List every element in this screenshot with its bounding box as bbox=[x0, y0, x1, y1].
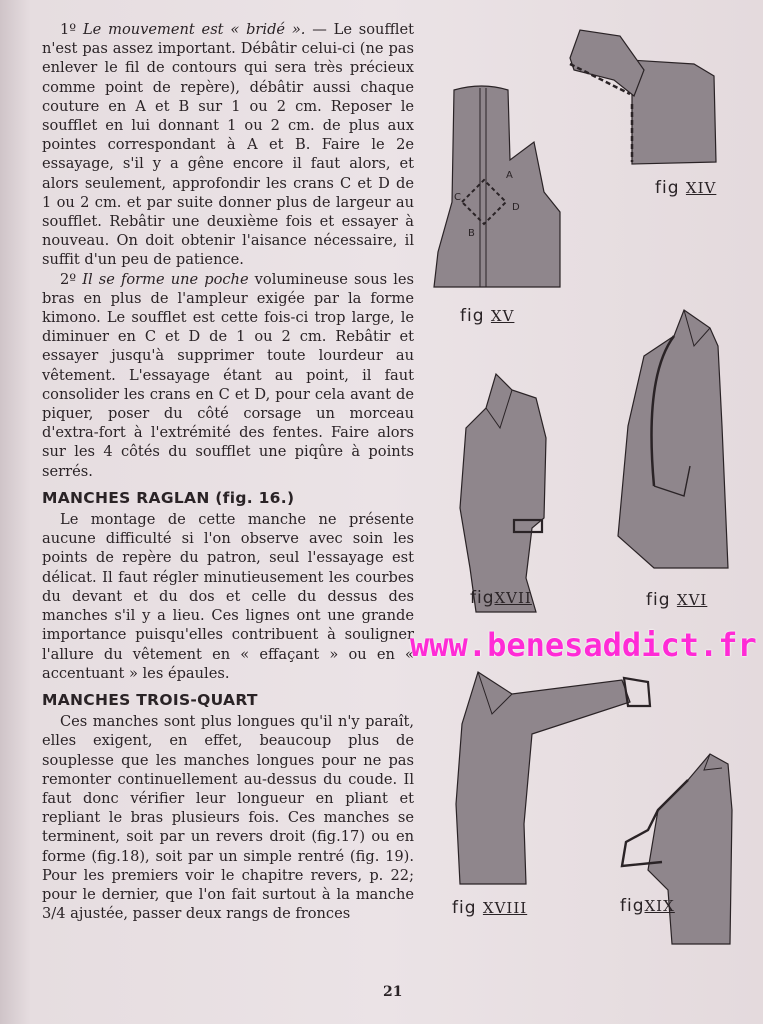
text-column bbox=[42, 20, 414, 923]
paragraph-trois-quart: Ces manches sont plus longues qu'il n'y paraît, elles exigent, en effet, beaucoup plus de souplesse que les manches longues pour ne pas remonter continuellement au-dessus du coude. Il faut donc vérifier leur longueur en pliant et repliant le bras plusieurs fois. Ces manches se terminent, soit par un revers droit (fig.17) ou en forme (fig.18), soit par un simple rentré (fig. 19). Pour les premiers voir le chapitre revers, p. 22; pour le dernier, que l'on fait surtout à la manche 3/4 ajustée, passer deux rangs de fronces bbox=[42, 713, 414, 923]
figure-15-label: fig XV bbox=[460, 306, 515, 326]
page-number: 21 bbox=[383, 984, 403, 1000]
figure-17-label: figXVII bbox=[470, 588, 532, 608]
figure-17 bbox=[456, 368, 556, 614]
paragraph-1: 1º Le mouvement est « bridé ». — Le soufflet n'est pas assez important. Débâtir celui-ci (ne pas enlever le fil de contours qui sera très précieux comme point de repère), débâtir aussi chaque couture en A et B sur 1 ou 2 cm. Reposer le soufflet en lui donnant 1 ou 2 cm. de plus aux pointes correspondant à A et B. Faire le 2e essayage, s'il y a gêne encore il faut alors, et alors seulement, approfondir les crans C et D de 1 ou 2 cm. et par suite donner plus de largeur au soufflet. Rebâtir une deuxième fois et essayer à nouveau. On doit obtenir l'aisance nécessaire, il suffit d'un peu de patience. bbox=[42, 21, 414, 269]
figure-15-point-d: D bbox=[512, 202, 520, 213]
paragraph-raglan: Le montage de cette manche ne présente aucune difficulté si l'on observe avec soin les points de repère du patron, seul l'essayage est délicat. Il faut régler minutieusement les courbes du devant et du dos et celle du dessus des manches s'il y a lieu. Ces lignes ont une grande importance puisqu'elles contribuent à souligner l'allure du vêtement en « effaçant » ou en « accentuant » les épaules. bbox=[42, 511, 414, 682]
figure-15-point-b: B bbox=[468, 228, 475, 239]
figure-19-drawing bbox=[618, 750, 738, 946]
figure-16-drawing bbox=[614, 306, 732, 570]
heading-manches-trois-quart: MANCHES TROIS-QUART bbox=[42, 690, 258, 709]
figure-19 bbox=[618, 750, 738, 946]
paragraph-2-title: Il se forme une poche bbox=[82, 270, 249, 288]
figure-14-label: fig XIV bbox=[655, 178, 717, 198]
paragraph-2: 2º Il se forme une poche volumineuse sous les bras en plus de l'ampleur exigée par la forme kimono. Le soufflet est cette fois-ci trop large, le diminuer en C et D de 1 ou 2 cm. Rebâtir et essayer jusqu'à supprimer toute lourdeur au vêtement. L'essayage étant au point, il faut consolider les crans en C et D, pour cela avant de piquer, poser du côté corsage un morceau d'extra-fort à l'extrémité des fentes. Faire alors sur les 4 côtés du soufflet une piqûre à points serrés. bbox=[42, 270, 414, 480]
paragraph-1-title: Le mouvement est « bridé ». bbox=[82, 21, 306, 38]
figure-14-drawing bbox=[562, 24, 722, 169]
figure-15-point-c: C bbox=[454, 192, 461, 203]
heading-manches-raglan: MANCHES RAGLAN (fig. 16.) bbox=[42, 488, 295, 507]
figure-14 bbox=[562, 24, 722, 169]
figure-15-drawing bbox=[432, 82, 562, 294]
figure-17-drawing bbox=[456, 368, 556, 614]
watermark: www.benesaddict.fr bbox=[410, 626, 757, 664]
figure-16 bbox=[614, 306, 732, 570]
figure-18-label: fig XVIII bbox=[452, 898, 528, 918]
figure-15-point-a: A bbox=[506, 170, 513, 181]
figure-15 bbox=[432, 82, 562, 294]
figure-16-label: fig XVI bbox=[646, 590, 708, 610]
figure-19-label: figXIX bbox=[620, 896, 675, 916]
